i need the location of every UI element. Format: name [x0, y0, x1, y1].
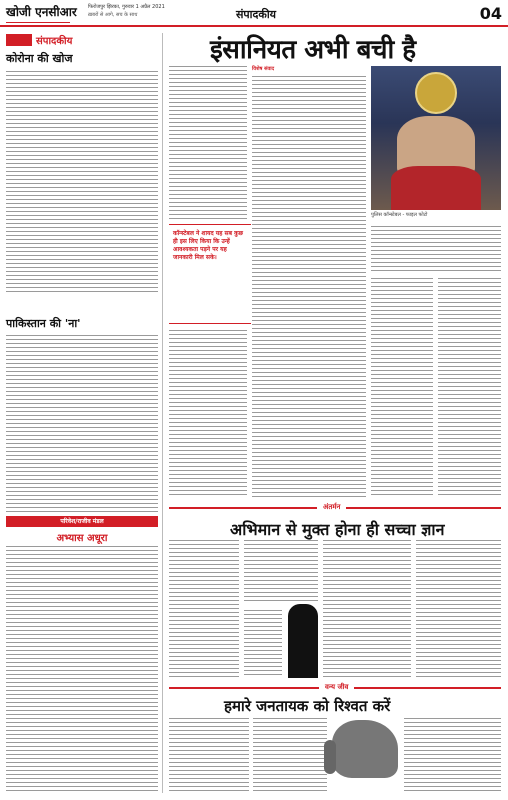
column-headline: अभ्यास अधूरा — [56, 533, 108, 544]
article-kicker: विशेष संवाद — [252, 66, 275, 72]
article-text-column — [252, 76, 366, 498]
article-text-column — [169, 718, 249, 794]
article-text-column — [169, 540, 239, 678]
second-editorial-headline: पाकिस्तान की 'ना' — [6, 317, 81, 330]
column-divider — [162, 33, 163, 793]
article-text-column — [371, 278, 433, 498]
dateline: फिरोजपुर झिरका, गुरुवार 1 अप्रैल 2021 — [88, 4, 165, 10]
article-text-column — [169, 66, 247, 220]
section-banner-antarman: अंतर्मन — [169, 503, 501, 513]
elephant-image — [332, 720, 398, 778]
article-text-column — [244, 610, 282, 678]
masthead — [0, 0, 508, 27]
editorial-headline: कोरोना की खोज — [6, 52, 73, 65]
second-editorial-body-text — [6, 335, 158, 513]
editorial-column — [6, 33, 158, 293]
article-text-column — [253, 718, 327, 794]
police-badge-icon — [415, 72, 457, 114]
article-text-column — [371, 226, 501, 272]
article-text-column — [404, 718, 501, 794]
editorial-tag: संपादकीय — [6, 33, 158, 47]
pull-quote: कॉन्स्टेबल ने शायद यह सब कुछ ही इस लिए किया कि उन्हें आवश्यकता पड़ने पर यह जानकारी मिल सके। — [169, 224, 251, 324]
column-body-text — [6, 546, 158, 794]
editorial-body-text — [6, 71, 158, 293]
photo-caption: पुलिस कॉन्स्टेबल - फाइल फोटो — [371, 212, 428, 218]
article-text-column — [438, 278, 501, 498]
article-text-column — [323, 540, 411, 678]
article-text-column — [244, 540, 318, 604]
police-officer-photo — [371, 66, 501, 210]
vanjeev-headline: हमारे जनतायक को रिश्वत करें — [224, 697, 391, 715]
antarman-headline: अभिमान से मुक्त होना ही सच्चा ज्ञान — [230, 520, 445, 539]
meditating-person-image — [288, 604, 318, 678]
article-text-column — [169, 330, 247, 498]
article-text-column — [416, 540, 501, 678]
column-byline-bar: परिवेश/राजीव मंडल — [6, 516, 158, 527]
main-headline: इंसानियत अभी बची है — [210, 35, 416, 65]
section-title: संपादकीय — [236, 8, 277, 21]
tagline: ख़बरों से आगे, सच के साथ — [88, 12, 138, 18]
newspaper-logo: खोजी एनसीआर — [6, 3, 77, 23]
page-number: 04 — [479, 4, 502, 23]
red-bar-icon — [6, 34, 32, 46]
section-banner-vanjeev: वन्य जीव — [169, 683, 501, 693]
